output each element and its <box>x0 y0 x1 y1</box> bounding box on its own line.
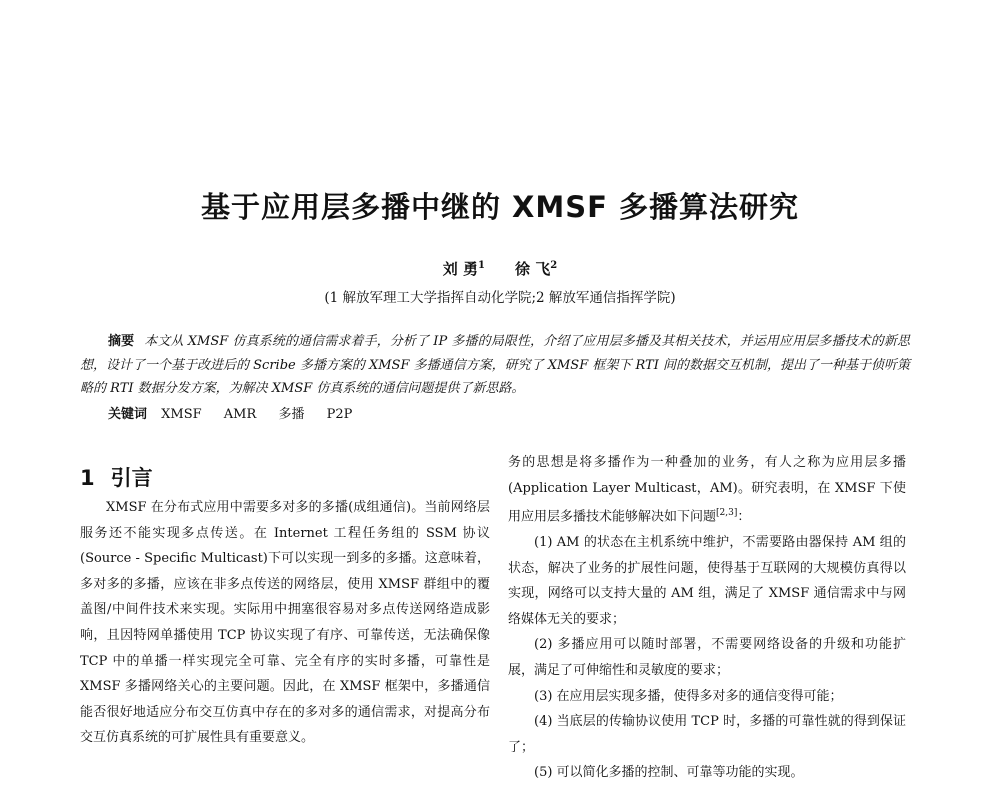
abstract-label: 摘要 <box>108 334 135 349</box>
keyword-item: XMSF <box>161 407 202 422</box>
author-affil-1: 1 <box>478 260 485 271</box>
keywords-block <box>108 403 370 422</box>
paper-title: 基于应用层多播中继的 XMSF 多播算法研究 <box>200 190 800 224</box>
abstract-block <box>80 330 910 401</box>
list-item: (5) 可以简化多播的控制、可靠等功能的实现。 <box>534 765 804 781</box>
citation-ref: [2,3] <box>716 508 738 519</box>
keyword-item: 多播 <box>278 407 305 422</box>
list-item: (2) 多播应用可以随时部署，不需要网络设备的升级和功能扩展，满足了可伸缩性和灵敏度的要求； <box>508 637 906 679</box>
section-title: 引言 <box>110 466 153 490</box>
intro-paragraph: XMSF 在分布式应用中需要多对多的多播(成组通信)。当前网络层服务还不能实现多点传送。在 Internet 工程任务组的 SSM 协议(Source - Specific Multicast)下可以实现一到多的多播。这意味着，多对多的多播，应该在非多点传送的网络层，使用 XMSF 群组中的覆盖图/中间件技术来实现。实际用中拥塞很容易对多点传送网络造成影响，且因特网单播使用 TCP 协议实现了有序、可靠传送，无法确保像 TCP 中的单播一样实现完全可靠、完全有序的实时多播，可靠性是 XMSF 多播网络关心的主要问题。因此，在 XMSF 框架中，多播通信能否很好地适应分布交互仿真中存在的多对多的通信需求，对提高分布交互仿真系统的可扩展性具有重要意义。 <box>80 500 490 746</box>
list-item: (3) 在应用层实现多播，使得多对多的通信变得可能； <box>534 688 843 704</box>
right-column <box>508 450 906 786</box>
keyword-item: AMR <box>223 407 257 422</box>
list-item: (1) AM 的状态在主机系统中维护，不需要路由器保持 AM 组的状态，解决了业务的扩展性问题，使得基于互联网的大规模仿真得以实现，网络可以支持大量的 AM 组，满足了 XMSF 通信需求中与网络媒体无关的要求； <box>508 535 906 627</box>
abstract-text: 本文从 XMSF 仿真系统的通信需求着手，分析了 IP 多播的局限性，介绍了应用层多播及其相关技术，并运用应用层多播技术的新思想，设计了一个基于改进后的 Scribe 多播方案的 XMSF 多播通信方案，研究了 XMSF 框架下 RTI 间的数据交互机制，提出了一种基于侦听策略的 RTI 数据分发方案，为解决 XMSF 仿真系统的通信问题提供了新思路。 <box>80 334 910 396</box>
left-column <box>80 495 490 751</box>
author-line <box>0 258 1000 279</box>
keywords-label: 关键词 <box>108 407 148 422</box>
section-heading <box>80 462 153 492</box>
list-item: (4) 当底层的传输协议使用 TCP 时，多播的可靠性就的得到保证了； <box>508 714 906 755</box>
affiliation: (1 解放军理工大学指挥自动化学院;2 解放军通信指挥学院) <box>324 290 676 306</box>
author-affil-2: 2 <box>550 260 558 271</box>
continued-paragraph <box>508 450 906 530</box>
section-number: 1 <box>80 466 95 490</box>
keyword-item: P2P <box>326 407 353 422</box>
author-name-2: 徐 飞 <box>515 260 551 278</box>
continued-text-end: ： <box>737 509 751 525</box>
continued-text: 务的思想是将多播作为一种叠加的业务，有人之称为应用层多播(Application Layer Multicast，AM)。研究表明，在 XMSF 下使用应用层多播技术能够解决如下问题 <box>508 455 906 525</box>
author-name-1: 刘 勇 <box>442 260 479 278</box>
